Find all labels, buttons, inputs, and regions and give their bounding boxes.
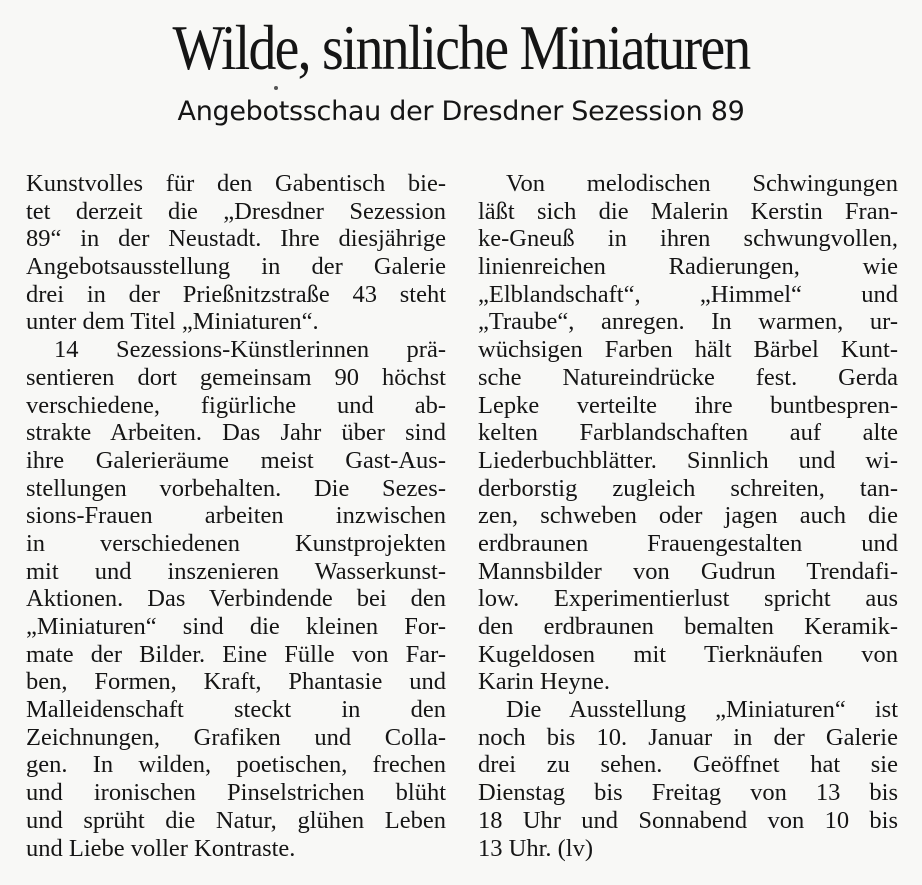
text-line: Angebotsausstellung in der Galerie — [26, 253, 446, 281]
text-line: low. Experimentierlust spricht aus — [478, 585, 898, 613]
text-line: 89“ in der Neustadt. Ihre diesjährige — [26, 225, 446, 253]
text-line: Kugeldosen mit Tierknäufen von — [478, 640, 898, 668]
text-line: Von melodischen Schwingungen — [506, 170, 898, 197]
text-line: Dienstag bis Freitag von 13 bis — [478, 779, 898, 807]
text-line: Liederbuchblätter. Sinnlich und wi- — [478, 446, 898, 474]
text-line: „Elblandschaft“, „Himmel“ und — [478, 280, 898, 308]
print-speck — [274, 86, 278, 90]
text-line: Kunstvolles für den Gabentisch bie- — [26, 170, 446, 197]
paragraph — [478, 696, 898, 862]
text-column-left — [26, 170, 446, 862]
text-line: und sprüht die Natur, glühen Leben — [26, 806, 446, 834]
text-line: drei zu sehen. Geöffnet hat sie — [478, 751, 898, 779]
text-line: Karin Heyne. — [478, 668, 610, 696]
text-line: den erdbraunen bemalten Keramik- — [478, 613, 898, 640]
text-line: zen, schweben oder jagen auch die — [478, 502, 898, 530]
text-line: Malleidenschaft steckt in den — [26, 696, 446, 724]
text-line: strakte Arbeiten. Das Jahr über sind — [26, 419, 446, 447]
text-line: und ironischen Pinselstrichen blüht — [26, 779, 446, 807]
text-line: ke-Gneuß in ihren schwungvollen, — [478, 225, 898, 253]
text-line: ben, Formen, Kraft, Phantasie und — [26, 668, 446, 696]
text-line: unter dem Titel „Miniaturen“. — [26, 308, 319, 336]
text-line: in verschiedenen Kunstprojekten — [26, 529, 446, 557]
headline: Wilde, sinnliche Miniaturen — [172, 12, 750, 83]
text-line: verschiedene, figürliche und ab- — [26, 391, 446, 419]
text-line: „Miniaturen“ sind die kleinen For- — [26, 613, 446, 640]
text-column-right — [478, 170, 898, 862]
text-line: mit und inszenieren Wasserkunst- — [26, 557, 446, 585]
text-line: Mannsbilder von Gudrun Trendafi- — [478, 557, 898, 585]
text-line: 14 Sezessions-Künstlerinnen prä- — [54, 336, 446, 364]
text-line: 13 Uhr. (lv) — [478, 834, 593, 862]
text-line: Die Ausstellung „Miniaturen“ ist — [506, 696, 898, 724]
text-line: mate der Bilder. Eine Fülle von Far- — [26, 640, 446, 668]
text-line: Aktionen. Das Verbindende bei den — [26, 585, 446, 613]
paragraph — [26, 170, 446, 336]
paragraph — [26, 336, 446, 862]
text-line: derborstig zugleich schreiten, tan- — [478, 474, 898, 502]
text-line: sions-Frauen arbeiten inzwischen — [26, 502, 446, 530]
text-line: sentieren dort gemeinsam 90 höchst — [26, 363, 446, 391]
text-line: und Liebe voller Kontraste. — [26, 834, 296, 862]
text-line: ihre Galerieräume meist Gast-Aus- — [26, 446, 446, 474]
text-line: Lepke verteilte ihre buntbespren- — [478, 391, 898, 419]
text-line: „Traube“, anregen. In warmen, ur- — [478, 308, 898, 336]
subheadline: Angebotsschau der Dresdner Sezession 89 — [177, 96, 745, 127]
text-line: sche Natureindrücke fest. Gerda — [478, 363, 898, 391]
text-line: gen. In wilden, poetischen, frechen — [26, 751, 446, 779]
text-line: erdbraunen Frauengestalten und — [478, 529, 898, 557]
text-line: stellungen vorbehalten. Die Sezes- — [26, 474, 446, 502]
text-line: tet derzeit die „Dresdner Sezession — [26, 197, 446, 225]
text-line: läßt sich die Malerin Kerstin Fran- — [478, 197, 898, 225]
text-line: Zeichnungen, Grafiken und Colla- — [26, 723, 446, 751]
text-line: noch bis 10. Januar in der Galerie — [478, 723, 898, 751]
paragraph — [478, 170, 898, 696]
text-line: 18 Uhr und Sonnabend von 10 bis — [478, 806, 898, 834]
text-line: kelten Farblandschaften auf alte — [478, 419, 898, 447]
text-line: wüchsigen Farben hält Bärbel Kunt- — [478, 336, 898, 364]
text-line: drei in der Prießnitzstraße 43 steht — [26, 280, 446, 308]
text-line: linienreichen Radierungen, wie — [478, 253, 898, 281]
